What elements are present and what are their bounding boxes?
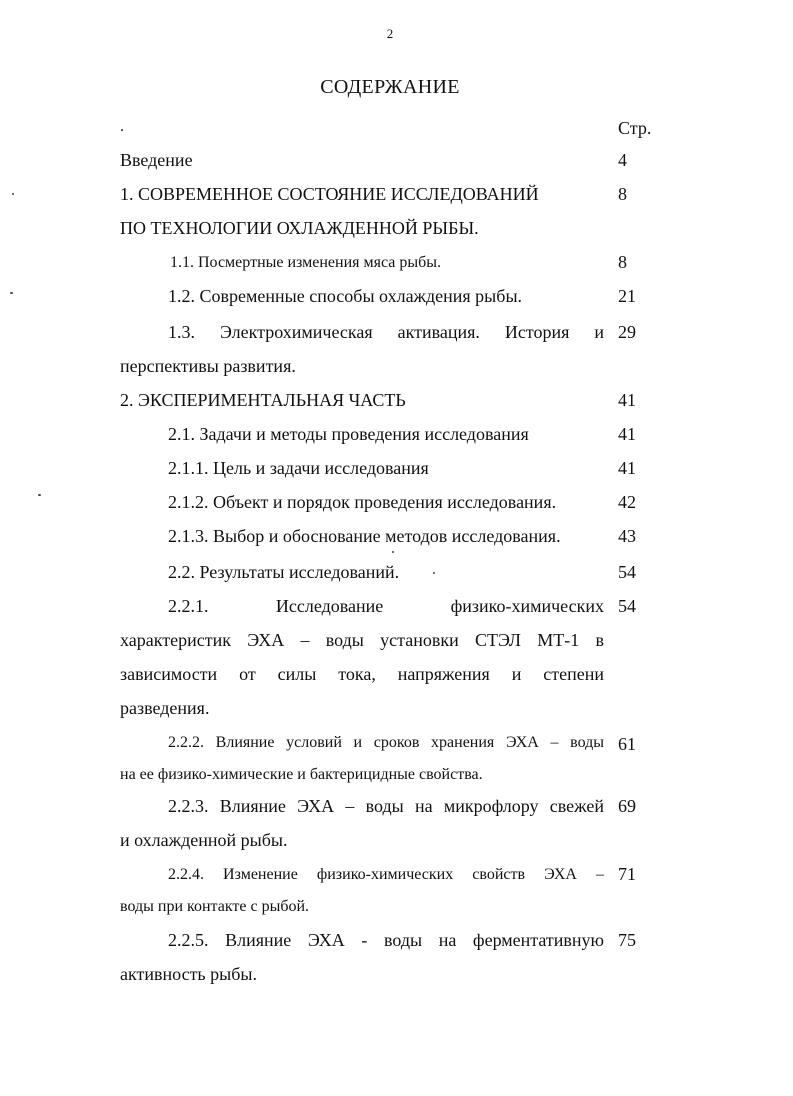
scan-speck: [38, 494, 41, 496]
toc-entry-page: 21: [618, 286, 636, 306]
toc-entry-text: 2.2. Результаты исследований.: [168, 562, 400, 582]
toc-entry-text: 1. СОВРЕМЕННОЕ СОСТОЯНИЕ ИССЛЕДОВАНИЙ: [120, 184, 539, 204]
toc-entry-text: 2. ЭКСПЕРИМЕНТАЛЬНАЯ ЧАСТЬ: [120, 390, 406, 410]
toc-entry-page: 42: [618, 492, 636, 512]
toc-entry-text: 2.1.3. Выбор и обоснование методов исследования.: [168, 526, 561, 546]
toc-entry-page: 8: [618, 252, 627, 272]
toc-entry-text: 2.2.2. Влияние условий и сроков хранения ЭХА – воды: [168, 734, 604, 751]
toc-entry-page: 41: [618, 424, 636, 444]
toc-entry-text: 1.1. Посмертные изменения мяса рыбы.: [170, 254, 442, 271]
toc-entry-text: 2.2.4. Изменение физико-химических свойств ЭХА –: [168, 866, 604, 883]
scan-speck: [433, 572, 435, 574]
toc-entry-text-continued: перспективы развития.: [120, 356, 296, 376]
toc-entry-text: 2.1. Задачи и методы проведения исследования: [168, 424, 529, 444]
scan-speck: [392, 551, 394, 553]
toc-entry-page: 61: [618, 734, 636, 754]
toc-entry-text-continued: разведения.: [120, 698, 210, 718]
toc-entry-text: Введение: [120, 150, 193, 170]
page-title: СОДЕРЖАНИЕ: [320, 76, 460, 98]
toc-entry-page: 54: [618, 562, 636, 582]
toc-entry-text: 2.2.3. Влияние ЭХА – воды на микрофлору свежей: [168, 796, 604, 816]
toc-entry-text-continued: характеристик ЭХА – воды установки СТЭЛ МТ-1 в: [120, 630, 604, 650]
toc-entry-text-continued: активность рыбы.: [120, 964, 257, 984]
toc-entry-text-continued: на ее физико-химические и бактерицидные свойства.: [120, 766, 483, 783]
toc-entry-text-continued: и охлажденной рыбы.: [120, 830, 288, 850]
toc-entry-text: 2.1.2. Объект и порядок проведения исследования.: [168, 492, 557, 512]
toc-entry-page: 4: [618, 150, 627, 170]
toc-entry-page: 8: [618, 184, 627, 204]
toc-entry-text-continued: зависимости от силы тока, напряжения и степени: [120, 664, 604, 684]
stray-mark: .: [120, 118, 124, 135]
toc-entry-page: 41: [618, 458, 636, 478]
toc-entry-text: 2.2.5. Влияние ЭХА - воды на ферментативную: [168, 930, 604, 950]
toc-entry-page: 29: [618, 322, 636, 342]
scan-speck: [10, 292, 13, 294]
page-number: 2: [386, 26, 394, 41]
toc-entry-page: 54: [618, 596, 636, 616]
toc-entry-text-continued: воды при контакте с рыбой.: [120, 898, 310, 915]
toc-entry-page: 71: [618, 864, 636, 884]
toc-entry-page: 41: [618, 390, 636, 410]
toc-entry-page: 43: [618, 526, 636, 546]
toc-entry-text: 2.1.1. Цель и задачи исследования: [168, 458, 429, 478]
toc-entry-text: 1.2. Современные способы охлаждения рыбы.: [168, 286, 523, 306]
toc-entry-text-continued: ПО ТЕХНОЛОГИИ ОХЛАЖДЕННОЙ РЫБЫ.: [120, 218, 479, 238]
scan-speck: [12, 193, 14, 195]
page-column-header: Стр.: [618, 118, 652, 138]
toc-entry-text: 2.2.1. Исследование физико-химических: [168, 596, 604, 616]
toc-entry-page: 69: [618, 796, 636, 816]
toc-entry-text: 1.3. Электрохимическая активация. История и: [168, 322, 604, 342]
toc-entry-page: 75: [618, 930, 636, 950]
